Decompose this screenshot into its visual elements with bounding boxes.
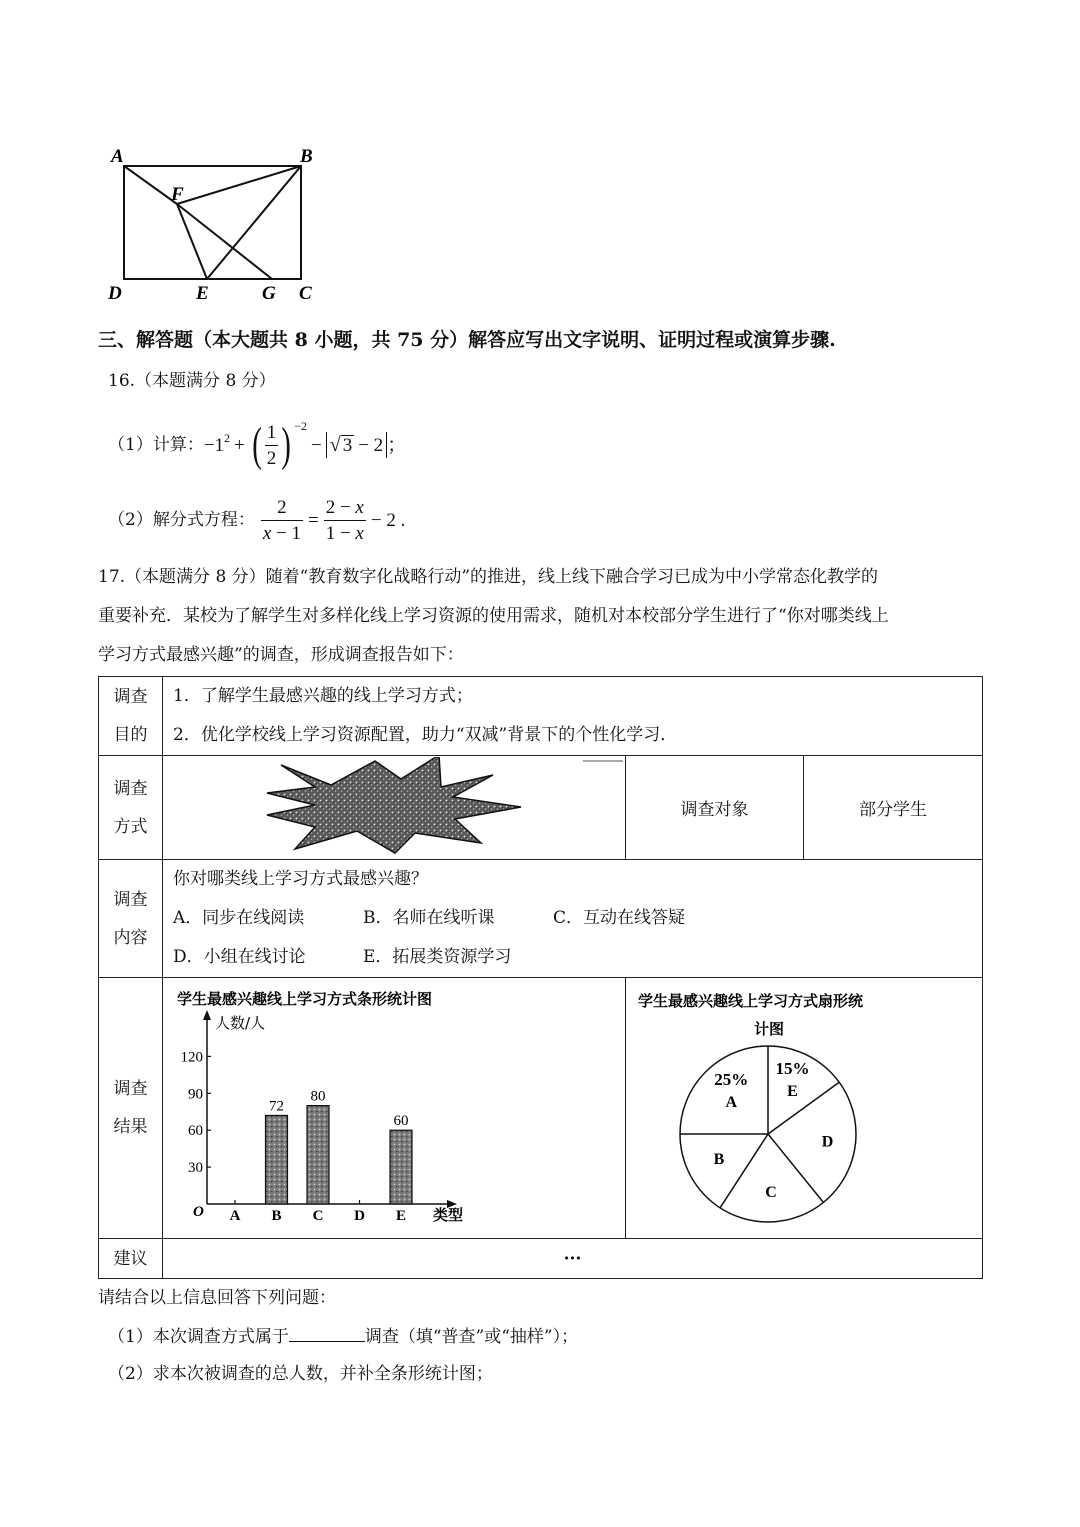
- label-method: 调查 方式: [99, 756, 163, 860]
- q16-part2-label: （2）解分式方程：: [108, 509, 255, 530]
- purpose-content: [163, 677, 983, 756]
- ink-blot-image: [163, 757, 626, 859]
- purpose-item-2: 2．优化学校线上学习资源配置，助力“双减”背景下的个性化学习．: [173, 725, 678, 745]
- bar-y-tick-label: 120: [180, 1049, 203, 1066]
- bar-chart-cell: [163, 978, 626, 1239]
- minus-sign: −: [311, 434, 322, 456]
- row-content: [99, 860, 983, 978]
- content-cell: [163, 860, 983, 978]
- pie-chart-title-line1: 学生最感兴趣线上学习方式扇形统: [638, 992, 864, 1010]
- row-purpose: [99, 677, 983, 756]
- pie-percent-label: 25%: [714, 1070, 749, 1090]
- frac-one-half: $\frac{1}{2}$: [266, 421, 277, 469]
- bar-value-label: 60: [393, 1113, 409, 1130]
- label-e: E: [196, 283, 209, 304]
- pie-slice-label: C: [765, 1183, 777, 1201]
- q17-line1: 17.（本题满分 8 分）随着“教育数字化战略行动”的推进，线上线下融合学习已成为中小学常态化教学的: [98, 567, 879, 587]
- minus-two: − 2: [358, 434, 384, 456]
- answer-blank[interactable]: [289, 1327, 365, 1342]
- bar-origin-label: O: [193, 1204, 204, 1220]
- geometry-figure: [100, 140, 330, 305]
- sqrt-three: 3: [342, 435, 353, 456]
- option-c: C．互动在线答疑: [553, 908, 686, 928]
- pie-chart: [626, 978, 982, 1236]
- bar-chart-title: 学生最感兴趣线上学习方式条形统计图: [177, 990, 433, 1008]
- pie-slice-label: E: [787, 1082, 798, 1100]
- bar-y-tick-label: 30: [188, 1160, 203, 1177]
- bar-E: [390, 1130, 412, 1204]
- label-suggestion: 建议: [99, 1239, 163, 1279]
- method-cell: [163, 756, 626, 860]
- bar-x-axis-label: 类型: [433, 1206, 464, 1224]
- option-b: B．名师在线听课: [363, 908, 495, 928]
- section-heading: 三、解答题（本大题共 8 小题，共 75 分）解答应写出文字说明、证明过程或演算步骤.: [98, 329, 836, 351]
- bar-category-label: B: [271, 1208, 282, 1224]
- exp-two: 2: [224, 431, 231, 445]
- semicolon: ；: [387, 434, 407, 456]
- bar-value-label: 80: [310, 1088, 326, 1105]
- pie-slice-label: D: [821, 1133, 834, 1151]
- q16-part1-label: （1）计算：: [108, 434, 204, 455]
- q16-part2: [108, 492, 405, 548]
- tail: − 2 .: [370, 509, 406, 531]
- label-c: C: [299, 283, 312, 304]
- method-object-label: 调查对象: [626, 756, 804, 860]
- y-axis-arrow-icon: [203, 1010, 211, 1020]
- bar-C: [307, 1106, 329, 1204]
- option-e: E．拓展类资源学习: [363, 947, 512, 967]
- purpose-item-1: 1．了解学生最感兴趣的线上学习方式；: [173, 686, 473, 706]
- bar-category-label: A: [229, 1208, 241, 1224]
- bar-y-axis-label: 人数/人: [215, 1014, 266, 1032]
- q17-line2: 重要补充．某校为了解学生对多样化线上学习资源的使用需求，随机对本校部分学生进行了“你对哪类线上: [98, 606, 889, 626]
- suggestion-value: ···: [163, 1239, 983, 1279]
- option-d: D．小组在线讨论: [173, 947, 306, 967]
- term-neg-one: −1: [203, 434, 225, 456]
- frac-lhs: $\frac{2}{x - 1}$: [262, 496, 301, 544]
- row-suggestion: [99, 1239, 983, 1279]
- bar-value-label: 72: [269, 1098, 284, 1115]
- pie-chart-cell: [626, 978, 983, 1239]
- pie-slice-label: A: [725, 1094, 738, 1112]
- label-content: 调查 内容: [99, 860, 163, 978]
- bar-chart: [163, 978, 626, 1236]
- equals-sign: =: [307, 509, 319, 531]
- pie-slice-label: B: [713, 1150, 725, 1168]
- survey-table: [98, 676, 983, 1279]
- label-b: B: [300, 146, 313, 167]
- question-1: （1）本次调查方式属于 调查（填“普查”或“抽样”）；: [108, 1327, 579, 1347]
- row-method: [99, 756, 983, 860]
- plus-sign: +: [234, 434, 245, 456]
- questions-intro: 请结合以上信息回答下列问题：: [98, 1288, 336, 1308]
- bar-category-label: D: [354, 1208, 365, 1224]
- pie-chart-title-line2: 计图: [754, 1020, 785, 1038]
- method-object-value: 部分学生: [804, 756, 983, 860]
- label-purpose: 调查 目的: [99, 677, 163, 756]
- pie-percent-label: 15%: [775, 1058, 810, 1078]
- bar-category-label: C: [312, 1208, 324, 1224]
- bar-y-tick-label: 90: [188, 1086, 203, 1103]
- survey-question: 你对哪类线上学习方式最感兴趣？: [173, 869, 428, 889]
- frac-rhs: $\frac{2 - x}{1 - x}$: [325, 496, 364, 544]
- q16-title: 16.（本题满分 8 分）: [108, 371, 276, 391]
- option-a: A．同步在线阅读: [173, 908, 305, 928]
- q16-part1: [108, 417, 406, 473]
- bar-category-label: E: [395, 1208, 407, 1224]
- label-d: D: [108, 283, 122, 304]
- q16-part1-expr: −1 $^2$ + ( $\frac{1}{2}$ ) $^{-2}$ − √ 3 − 2 ；: [203, 418, 407, 471]
- bar-B: [266, 1115, 288, 1204]
- label-results: 调查 结果: [99, 978, 163, 1239]
- question-2: （2）求本次被调查的总人数，并补全条形统计图；: [108, 1364, 493, 1384]
- q17-line3: 学习方式最感兴趣”的调查，形成调查报告如下：: [98, 645, 464, 665]
- bar-y-tick-label: 60: [188, 1123, 203, 1140]
- label-g: G: [262, 283, 276, 304]
- row-results: [99, 978, 983, 1239]
- label-a: A: [111, 146, 124, 167]
- label-f: F: [171, 184, 184, 205]
- exp-neg-two: −2: [294, 419, 308, 433]
- q16-part2-expr: [255, 498, 406, 543]
